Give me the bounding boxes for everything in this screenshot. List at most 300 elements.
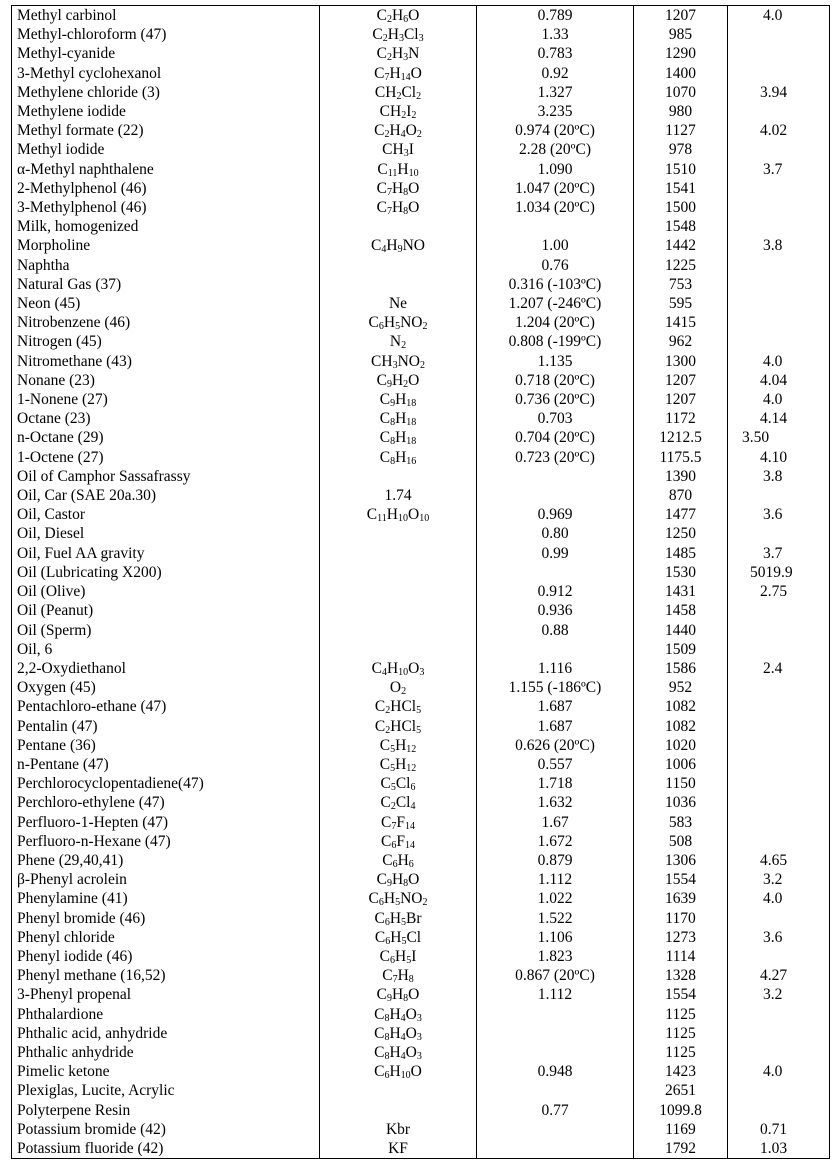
- formula-cell: 1.74: [320, 486, 477, 505]
- value-cell: 5019.9: [728, 563, 830, 582]
- material-name-cell: Pimelic ketone: [12, 1062, 320, 1081]
- sound-velocity-cell: 753: [634, 275, 728, 294]
- table-row: [12, 198, 830, 217]
- value-cell: [728, 774, 830, 793]
- sound-velocity-cell: 1477: [634, 505, 728, 524]
- material-name-cell: Pentane (36): [12, 736, 320, 755]
- material-name-cell: Methyl-cyanide: [12, 44, 320, 63]
- value-cell: 3.8: [728, 236, 830, 255]
- material-name-cell: Natural Gas (37): [12, 275, 320, 294]
- table-row: [12, 371, 830, 390]
- value-cell: 4.04: [728, 371, 830, 390]
- value-cell: 2.4: [728, 659, 830, 678]
- formula-cell: $C_6H_{10}O$: [320, 1062, 477, 1081]
- density-cell: [477, 1043, 634, 1062]
- table-row: [12, 1101, 830, 1120]
- table-row: [12, 601, 830, 620]
- material-name-cell: Oil (Sperm): [12, 621, 320, 640]
- formula-cell: $C_2H_4O_2$: [320, 121, 477, 140]
- sound-velocity-cell: 1125: [634, 1005, 728, 1024]
- formula-cell: $O_2$: [320, 678, 477, 697]
- density-cell: 1.67: [477, 813, 634, 832]
- value-cell: [728, 832, 830, 851]
- material-name-cell: 2-Methylphenol (46): [12, 179, 320, 198]
- density-cell: 0.557: [477, 755, 634, 774]
- formula-cell: $C_8H_4O_3$: [320, 1005, 477, 1024]
- formula-cell: [320, 621, 477, 640]
- formula-cell: $N_2$: [320, 332, 477, 351]
- formula-cell: $C_8H_{16}$: [320, 448, 477, 467]
- material-name-cell: Potassium fluoride (42): [12, 1139, 320, 1159]
- formula-cell: $C_6H_5Cl$: [320, 928, 477, 947]
- material-name-cell: Methyl iodide: [12, 140, 320, 159]
- formula-cell: $C_7H_8O$: [320, 198, 477, 217]
- table-row: [12, 1005, 830, 1024]
- density-cell: 0.80: [477, 524, 634, 543]
- table-row: [12, 160, 830, 179]
- material-name-cell: Phenylamine (41): [12, 889, 320, 908]
- material-name-cell: Methyl-chloroform (47): [12, 25, 320, 44]
- value-cell: [728, 294, 830, 313]
- formula-cell: $C_4H_9NO$: [320, 236, 477, 255]
- material-name-cell: Perfluoro-n-Hexane (47): [12, 832, 320, 851]
- density-cell: [477, 1120, 634, 1139]
- density-cell: 1.116: [477, 659, 634, 678]
- formula-cell: $C_5Cl_6$: [320, 774, 477, 793]
- table-row: [12, 390, 830, 409]
- formula-cell: $C_6H_6$: [320, 851, 477, 870]
- density-cell: 0.808 (-199ºC): [477, 332, 634, 351]
- formula-cell: $CH_2I_2$: [320, 102, 477, 121]
- table-row: [12, 1062, 830, 1081]
- sound-velocity-cell: 1390: [634, 467, 728, 486]
- sound-velocity-cell: 1212.5: [634, 428, 728, 447]
- value-cell: [728, 140, 830, 159]
- density-cell: 0.936: [477, 601, 634, 620]
- value-cell: [728, 524, 830, 543]
- formula-cell: $C_2Cl_4$: [320, 793, 477, 812]
- sound-velocity-cell: 1509: [634, 640, 728, 659]
- density-cell: 1.522: [477, 909, 634, 928]
- density-cell: 0.76: [477, 256, 634, 275]
- value-cell: [728, 1024, 830, 1043]
- formula-cell: $C_6F_{14}$: [320, 832, 477, 851]
- material-name-cell: Phenyl bromide (46): [12, 909, 320, 928]
- table-row: [12, 717, 830, 736]
- material-name-cell: Phenyl methane (16,52): [12, 966, 320, 985]
- sound-velocity-cell: 583: [634, 813, 728, 832]
- sound-velocity-cell: 1125: [634, 1043, 728, 1062]
- value-cell: 4.0: [728, 352, 830, 371]
- formula-cell: $C_6H_5Br$: [320, 909, 477, 928]
- density-cell: [477, 1139, 634, 1159]
- sound-velocity-cell: 1510: [634, 160, 728, 179]
- formula-cell: $CH_2Cl_2$: [320, 83, 477, 102]
- material-name-cell: Perchloro-ethylene (47): [12, 793, 320, 812]
- material-name-cell: Methylene chloride (3): [12, 83, 320, 102]
- density-cell: 1.00: [477, 236, 634, 255]
- formula-cell: $C_{11}H_{10}O_{10}$: [320, 505, 477, 524]
- material-name-cell: Phthalic anhydride: [12, 1043, 320, 1062]
- density-cell: [477, 1081, 634, 1100]
- table-row: [12, 1043, 830, 1062]
- material-name-cell: Oil (Peanut): [12, 601, 320, 620]
- sound-velocity-cell: 1225: [634, 256, 728, 275]
- material-name-cell: β-Phenyl acrolein: [12, 870, 320, 889]
- value-cell: [728, 755, 830, 774]
- density-cell: 0.867 (20ºC): [477, 966, 634, 985]
- material-name-cell: Nitromethane (43): [12, 352, 320, 371]
- formula-cell: $C_9H_2O$: [320, 371, 477, 390]
- density-cell: 2.28 (20ºC): [477, 140, 634, 159]
- table-row: [12, 332, 830, 351]
- sound-velocity-cell: 1207: [634, 390, 728, 409]
- material-name-cell: Pentalin (47): [12, 717, 320, 736]
- value-cell: [728, 25, 830, 44]
- density-cell: 1.090: [477, 160, 634, 179]
- density-cell: 0.718 (20ºC): [477, 371, 634, 390]
- formula-cell: $C_5H_{12}$: [320, 736, 477, 755]
- material-name-cell: Octane (23): [12, 409, 320, 428]
- sound-velocity-cell: 1150: [634, 774, 728, 793]
- density-cell: 1.106: [477, 928, 634, 947]
- value-cell: 4.0: [728, 390, 830, 409]
- formula-cell: $C_8H_4O_3$: [320, 1043, 477, 1062]
- density-cell: 0.99: [477, 544, 634, 563]
- value-cell: 1.03: [728, 1139, 830, 1159]
- material-name-cell: Polyterpene Resin: [12, 1101, 320, 1120]
- density-cell: 1.687: [477, 717, 634, 736]
- sound-velocity-cell: 1554: [634, 985, 728, 1004]
- value-cell: 3.8: [728, 467, 830, 486]
- formula-cell: [320, 563, 477, 582]
- formula-cell: $C_9H_8O$: [320, 985, 477, 1004]
- sound-velocity-cell: 1169: [634, 1120, 728, 1139]
- materials-table-container: [11, 5, 829, 1161]
- table-row: [12, 505, 830, 524]
- sound-velocity-cell: 1500: [634, 198, 728, 217]
- density-cell: 0.703: [477, 409, 634, 428]
- value-cell: [728, 256, 830, 275]
- formula-cell: [320, 601, 477, 620]
- density-cell: [477, 1005, 634, 1024]
- formula-cell: [320, 1101, 477, 1120]
- table-row: [12, 524, 830, 543]
- value-cell: [728, 678, 830, 697]
- value-cell: 4.02: [728, 121, 830, 140]
- material-name-cell: 1-Octene (27): [12, 448, 320, 467]
- sound-velocity-cell: 595: [634, 294, 728, 313]
- sound-velocity-cell: 1207: [634, 371, 728, 390]
- material-name-cell: Nitrobenzene (46): [12, 313, 320, 332]
- density-cell: 0.736 (20ºC): [477, 390, 634, 409]
- sound-velocity-cell: 1006: [634, 755, 728, 774]
- density-cell: [477, 217, 634, 236]
- density-cell: 0.879: [477, 851, 634, 870]
- formula-cell: $CH_3I$: [320, 140, 477, 159]
- density-cell: 0.969: [477, 505, 634, 524]
- density-cell: 0.88: [477, 621, 634, 640]
- material-name-cell: Perfluoro-1-Hepten (47): [12, 813, 320, 832]
- material-name-cell: Perchlorocyclopentadiene(47): [12, 774, 320, 793]
- value-cell: [728, 1005, 830, 1024]
- sound-velocity-cell: 1415: [634, 313, 728, 332]
- density-cell: [477, 640, 634, 659]
- table-row: [12, 217, 830, 236]
- density-cell: 0.704 (20ºC): [477, 428, 634, 447]
- material-name-cell: Methylene iodide: [12, 102, 320, 121]
- material-name-cell: 2,2-Oxydiethanol: [12, 659, 320, 678]
- value-cell: [728, 717, 830, 736]
- density-cell: 0.974 (20ºC): [477, 121, 634, 140]
- table-row: [12, 985, 830, 1004]
- value-cell: 4.27: [728, 966, 830, 985]
- sound-velocity-cell: 1400: [634, 64, 728, 83]
- table-row: [12, 640, 830, 659]
- sound-velocity-cell: 1328: [634, 966, 728, 985]
- density-cell: 1.155 (-186ºC): [477, 678, 634, 697]
- sound-velocity-cell: 1070: [634, 83, 728, 102]
- value-cell: [728, 736, 830, 755]
- table-row: [12, 121, 830, 140]
- value-cell: [728, 793, 830, 812]
- sound-velocity-cell: 870: [634, 486, 728, 505]
- formula-cell: $C_{11}H_{10}$: [320, 160, 477, 179]
- density-cell: 1.022: [477, 889, 634, 908]
- value-cell: [728, 640, 830, 659]
- value-cell: [728, 179, 830, 198]
- formula-cell: $C_6H_5I$: [320, 947, 477, 966]
- value-cell: 3.6: [728, 505, 830, 524]
- table-row: [12, 44, 830, 63]
- sound-velocity-cell: 1423: [634, 1062, 728, 1081]
- sound-velocity-cell: 1099.8: [634, 1101, 728, 1120]
- value-cell: 3.7: [728, 544, 830, 563]
- density-cell: [477, 563, 634, 582]
- density-cell: 0.948: [477, 1062, 634, 1081]
- value-cell: 3.7: [728, 160, 830, 179]
- density-cell: 1.718: [477, 774, 634, 793]
- table-row: [12, 6, 830, 26]
- density-cell: [477, 486, 634, 505]
- sound-velocity-cell: 1082: [634, 717, 728, 736]
- table-row: [12, 448, 830, 467]
- material-name-cell: Nitrogen (45): [12, 332, 320, 351]
- formula-cell: $C_2H_6O$: [320, 6, 477, 26]
- sound-velocity-cell: 1554: [634, 870, 728, 889]
- sound-velocity-cell: 1306: [634, 851, 728, 870]
- table-row: [12, 736, 830, 755]
- table-row: [12, 102, 830, 121]
- value-cell: [728, 486, 830, 505]
- material-name-cell: Naphtha: [12, 256, 320, 275]
- table-row: [12, 1024, 830, 1043]
- material-name-cell: Methyl carbinol: [12, 6, 320, 26]
- value-cell: [728, 44, 830, 63]
- sound-velocity-cell: 1125: [634, 1024, 728, 1043]
- value-cell: 3.2: [728, 985, 830, 1004]
- formula-cell: $C_8H_{18}$: [320, 409, 477, 428]
- sound-velocity-cell: 1127: [634, 121, 728, 140]
- table-row: [12, 486, 830, 505]
- table-row: [12, 697, 830, 716]
- materials-table: [11, 5, 830, 1159]
- table-row: [12, 428, 830, 447]
- table-row: [12, 313, 830, 332]
- formula-cell: $C_5H_{12}$: [320, 755, 477, 774]
- density-cell: 1.672: [477, 832, 634, 851]
- density-cell: 0.723 (20ºC): [477, 448, 634, 467]
- value-cell: 3.2: [728, 870, 830, 889]
- material-name-cell: Oil, 6: [12, 640, 320, 659]
- table-row: [12, 889, 830, 908]
- sound-velocity-cell: 952: [634, 678, 728, 697]
- table-row: [12, 1081, 830, 1100]
- sound-velocity-cell: 1250: [634, 524, 728, 543]
- value-cell: 3.6: [728, 928, 830, 947]
- formula-cell: Ne: [320, 294, 477, 313]
- value-cell: [728, 697, 830, 716]
- value-cell: [728, 1043, 830, 1062]
- table-row: [12, 928, 830, 947]
- material-name-cell: Oil (Olive): [12, 582, 320, 601]
- material-name-cell: Oil, Car (SAE 20a.30): [12, 486, 320, 505]
- value-cell: 4.0: [728, 6, 830, 26]
- value-cell: 4.14: [728, 409, 830, 428]
- sound-velocity-cell: 1172: [634, 409, 728, 428]
- value-cell: [728, 621, 830, 640]
- table-row: [12, 870, 830, 889]
- table-row: [12, 140, 830, 159]
- density-cell: 1.135: [477, 352, 634, 371]
- formula-cell: $C_8H_{18}$: [320, 428, 477, 447]
- density-cell: 0.92: [477, 64, 634, 83]
- value-cell: [728, 275, 830, 294]
- value-cell: 3.50: [728, 428, 830, 447]
- sound-velocity-cell: 980: [634, 102, 728, 121]
- density-cell: [477, 467, 634, 486]
- table-row: [12, 774, 830, 793]
- sound-velocity-cell: 978: [634, 140, 728, 159]
- density-cell: 1.207 (-246ºC): [477, 294, 634, 313]
- sound-velocity-cell: 1290: [634, 44, 728, 63]
- sound-velocity-cell: 1442: [634, 236, 728, 255]
- formula-cell: $C_7H_8O$: [320, 179, 477, 198]
- material-name-cell: α-Methyl naphthalene: [12, 160, 320, 179]
- density-cell: 1.112: [477, 985, 634, 1004]
- density-cell: 1.034 (20ºC): [477, 198, 634, 217]
- table-row: [12, 621, 830, 640]
- density-cell: 1.047 (20ºC): [477, 179, 634, 198]
- formula-cell: $CH_3NO_2$: [320, 352, 477, 371]
- table-row: [12, 294, 830, 313]
- value-cell: [728, 102, 830, 121]
- formula-cell: $C_7F_{14}$: [320, 813, 477, 832]
- table-row: [12, 678, 830, 697]
- formula-cell: [320, 256, 477, 275]
- value-cell: 2.75: [728, 582, 830, 601]
- material-name-cell: Phenyl chloride: [12, 928, 320, 947]
- density-cell: 0.912: [477, 582, 634, 601]
- sound-velocity-cell: 1273: [634, 928, 728, 947]
- formula-cell: $C_7H_{14}O$: [320, 64, 477, 83]
- value-cell: [728, 198, 830, 217]
- material-name-cell: Milk, homogenized: [12, 217, 320, 236]
- value-cell: [728, 813, 830, 832]
- table-row: [12, 832, 830, 851]
- value-cell: [728, 217, 830, 236]
- material-name-cell: 3-Methyl cyclohexanol: [12, 64, 320, 83]
- sound-velocity-cell: 1440: [634, 621, 728, 640]
- sound-velocity-cell: 1207: [634, 6, 728, 26]
- table-row: [12, 179, 830, 198]
- material-name-cell: Oil, Diesel: [12, 524, 320, 543]
- material-name-cell: Methyl formate (22): [12, 121, 320, 140]
- table-row: [12, 582, 830, 601]
- sound-velocity-cell: 962: [634, 332, 728, 351]
- value-cell: 0.71: [728, 1120, 830, 1139]
- table-row: [12, 755, 830, 774]
- material-name-cell: Oil, Castor: [12, 505, 320, 524]
- table-row: [12, 813, 830, 832]
- material-name-cell: n-Octane (29): [12, 428, 320, 447]
- formula-cell: [320, 640, 477, 659]
- table-row: [12, 1139, 830, 1159]
- sound-velocity-cell: 2651: [634, 1081, 728, 1100]
- material-name-cell: 1-Nonene (27): [12, 390, 320, 409]
- formula-cell: [320, 544, 477, 563]
- value-cell: 4.0: [728, 889, 830, 908]
- density-cell: 0.783: [477, 44, 634, 63]
- table-row: [12, 851, 830, 870]
- sound-velocity-cell: 985: [634, 25, 728, 44]
- table-row: [12, 236, 830, 255]
- sound-velocity-cell: 1541: [634, 179, 728, 198]
- value-cell: [728, 601, 830, 620]
- density-cell: 1.33: [477, 25, 634, 44]
- material-name-cell: Pentachloro-ethane (47): [12, 697, 320, 716]
- formula-cell: [320, 467, 477, 486]
- value-cell: [728, 1081, 830, 1100]
- formula-cell: [320, 217, 477, 236]
- material-name-cell: Morpholine: [12, 236, 320, 255]
- formula-cell: $C_2HCl_5$: [320, 717, 477, 736]
- formula-cell: [320, 582, 477, 601]
- sound-velocity-cell: 1175.5: [634, 448, 728, 467]
- material-name-cell: Oil (Lubricating X200): [12, 563, 320, 582]
- material-name-cell: Nonane (23): [12, 371, 320, 390]
- sound-velocity-cell: 1020: [634, 736, 728, 755]
- value-cell: [728, 332, 830, 351]
- material-name-cell: Oxygen (45): [12, 678, 320, 697]
- formula-cell: Kbr: [320, 1120, 477, 1139]
- density-cell: 3.235: [477, 102, 634, 121]
- formula-cell: [320, 524, 477, 543]
- sound-velocity-cell: 1170: [634, 909, 728, 928]
- formula-cell: KF: [320, 1139, 477, 1159]
- material-name-cell: 3-Methylphenol (46): [12, 198, 320, 217]
- density-cell: 1.687: [477, 697, 634, 716]
- value-cell: [728, 64, 830, 83]
- material-name-cell: Oil, Fuel AA gravity: [12, 544, 320, 563]
- table-row: [12, 563, 830, 582]
- formula-cell: $C_6H_5NO_2$: [320, 889, 477, 908]
- material-name-cell: Phene (29,40,41): [12, 851, 320, 870]
- sound-velocity-cell: 1300: [634, 352, 728, 371]
- material-name-cell: Potassium bromide (42): [12, 1120, 320, 1139]
- formula-cell: [320, 275, 477, 294]
- formula-cell: $C_2HCl_5$: [320, 697, 477, 716]
